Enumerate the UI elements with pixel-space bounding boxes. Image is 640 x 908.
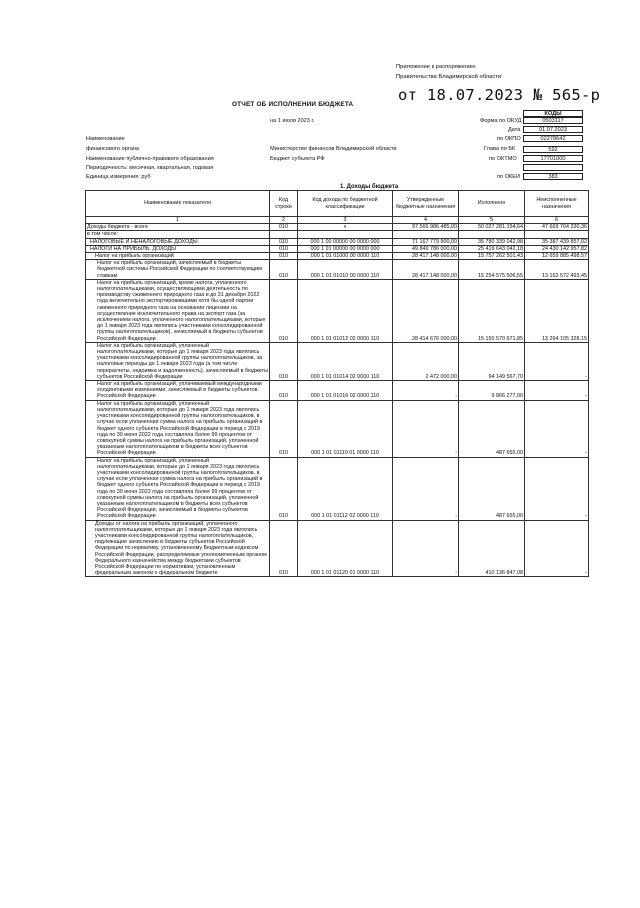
- table-row: [86, 279, 589, 342]
- row-done: 410 136 847,08: [459, 520, 525, 577]
- row-code: [270, 231, 298, 238]
- row-done: 15 254 575 506,55: [459, 260, 525, 280]
- row-done: [459, 231, 525, 238]
- col-number: 2: [270, 217, 298, 224]
- col-number: 5: [459, 217, 525, 224]
- row-name: Налог на прибыль организаций, уплаченный налогоплательщиками, которые до 1 января 2023 года являлись участниками консолидированной группы налогоплательщиков, в случае если уплаченная сумма налога на прибыль организаций в бюджет одного субъекта Российской Федерации в период с 2019 года по 30 июня 2022 года составляла более 99 процентов от совокупной суммы налога на прибыль организаций, уплаченной указанным налогоплательщиком в бюджеты всех субъектов Российской Федерации, зачисляемый в бюджеты субъектов Российской Федерации: [86, 457, 270, 520]
- row-undone: 35 387 439 857,02: [525, 238, 589, 245]
- row-kbk: 000 1 01 01110 01 0000 110: [298, 400, 393, 457]
- row-approved: -: [393, 520, 459, 577]
- row-undone: -: [525, 342, 589, 380]
- row-name: Доходы бюджета - всего: [86, 224, 270, 231]
- report-title: ОТЧЕТ ОБ ИСПОЛНЕНИИ БЮДЖЕТА: [232, 101, 354, 108]
- code-bk: 592: [523, 146, 583, 153]
- row-code: 010: [270, 400, 298, 457]
- col-header-code: Код строки: [270, 191, 298, 217]
- row-done: 25 419 643 042,18: [459, 245, 525, 252]
- section-title: 1. Доходы бюджета: [340, 184, 399, 190]
- col-header-done: Исполнено: [459, 191, 525, 217]
- col-number: 6: [525, 217, 589, 224]
- row-code: 010: [270, 245, 298, 252]
- code-okei: 383: [523, 173, 583, 180]
- label-okud: Форма по ОКУД: [480, 118, 522, 124]
- row-done: 487 655,00: [459, 400, 525, 457]
- row-code: 010: [270, 342, 298, 380]
- col-header-name: Наименование показателя: [86, 191, 270, 217]
- row-kbk: 000 1 00 00000 00 0000 000: [298, 238, 393, 245]
- row-approved: 28 417 148 000,00: [393, 260, 459, 280]
- table-row: [86, 457, 589, 520]
- row-approved: 97 566 986 485,00: [393, 224, 459, 231]
- row-undone: 13 264 105 328,15: [525, 279, 589, 342]
- row-name: Налог на прибыль организаций, зачисляемый в бюджеты бюджетной системы Российской Федерации по соответствующим ставкам: [86, 260, 270, 280]
- row-kbk: x: [298, 224, 393, 231]
- row-code: 010: [270, 253, 298, 260]
- row-kbk: 000 1 01 00000 00 0000 000: [298, 245, 393, 252]
- label-bk: Глава по БК: [484, 146, 516, 152]
- row-name: Налог на прибыль организаций, уплаченный налогоплательщиками, которые до 1 января 2023 года являлись участниками консолидированной группы налогоплательщиков, за налоговые периоды до 1 января 2023 года (а том числе перерасчеты, недоимка и задолженность), зачисляемый в бюджеты субъектов Российской Федерации: [86, 342, 270, 380]
- row-name: НАЛОГОВЫЕ И НЕНАЛОГОВЫЕ ДОХОДЫ: [86, 238, 270, 245]
- row-name: Доходы от налога на прибыль организаций, уплаченного налогоплательщиками, которые до 1 января 2023 года являлись участниками консолидированной группы налогоплательщиков, подлежащие зачислению в бюджеты субъектов Российской Федерации по нормативу, установленному Бюджетным кодексом Российской Федерации, распределяемые уполномоченным органом Федерального казначейства между бюджетами субъектов Российской Федерации по нормативам, установленным федеральным законом о федеральном бюджете: [86, 520, 270, 577]
- row-approved: [393, 231, 459, 238]
- table-row: [86, 238, 589, 245]
- label-oktmo: по ОКТМО: [489, 156, 517, 162]
- row-undone: -: [525, 400, 589, 457]
- row-done: 15 757 262 501,43: [459, 253, 525, 260]
- row-approved: -: [393, 457, 459, 520]
- table-row: [86, 400, 589, 457]
- row-name: Налог на прибыль организаций, уплаченный налогоплательщиками, которые до 1 января 2023 года являлись участниками консолидированной группы налогоплательщиков, в случае если уплаченная сумма налога на прибыль организаций в бюджет одного субъекта Российской Федерации в период с 2019 года по 30 июня 2022 года составляла более 99 процентов от совокупной суммы налога на прибыль организаций, уплаченной указанным налогоплательщиком в бюджеты всех субъектов Российской Федерации: [86, 400, 270, 457]
- annex-line-2: Правительства Владимирской области: [396, 74, 502, 80]
- meta-unit-label: Единица измерения: руб: [86, 174, 151, 180]
- col-header-undone: Неисполненные назначения: [525, 191, 589, 217]
- code-date: 01.07.2023: [523, 126, 583, 133]
- row-name: Налог на прибыль организаций, уплачиваемый международными холдинговыми компаниями, зачисляемый в бюджеты субъектов Российской Федерации: [86, 381, 270, 401]
- row-done: 35 780 339 042,98: [459, 238, 525, 245]
- row-code: 010: [270, 381, 298, 401]
- table-row: [86, 224, 589, 231]
- row-name: Налог на прибыль организаций, кроме налога, уплаченного налогоплательщиками, осуществляющими деятельность по производству сжиженного природного газа и до 31 декабря 2022 года включительно экспортировавшими хотя бы одной партии сжиженного природного газа на основании лицензии на осуществление исключительного права на экспорт газа (за исключением налога, уплаченного налогоплательщиками, которые до 1 января 2023 года являлись участниками консолидированной группы налогоплательщиков), зачисляемый в бюджеты субъектов Российской Федерации: [86, 279, 270, 342]
- meta-name-label: Наименование: [86, 136, 125, 142]
- table-row: [86, 260, 589, 280]
- row-name: Налог на прибыль организаций: [86, 253, 270, 260]
- row-undone: 12 659 885 498,57: [525, 253, 589, 260]
- row-done: 15 150 570 671,85: [459, 279, 525, 342]
- meta-pub-entity-value: Бюджет субъекта РФ: [270, 156, 325, 162]
- row-code: 010: [270, 457, 298, 520]
- row-undone: [525, 231, 589, 238]
- row-approved: -: [393, 381, 459, 401]
- col-number: 4: [393, 217, 459, 224]
- row-name: в том числе:: [86, 231, 270, 238]
- row-name: НАЛОГИ НА ПРИБЫЛЬ, ДОХОДЫ: [86, 245, 270, 252]
- row-kbk: 000 1 01 01112 02 0000 110: [298, 457, 393, 520]
- row-done: 94 149 567,70: [459, 342, 525, 380]
- row-done: 487 655,00: [459, 457, 525, 520]
- report-date: на 1 июля 2023 г.: [270, 118, 315, 124]
- row-kbk: [298, 231, 393, 238]
- row-undone: -: [525, 457, 589, 520]
- codes-header: КОДЫ: [523, 110, 583, 117]
- row-code: 010: [270, 279, 298, 342]
- col-number: 1: [86, 217, 270, 224]
- annex-line-1: Приложение к распоряжению: [396, 64, 476, 70]
- label-okpo: по ОКПО: [497, 136, 521, 142]
- row-kbk: 000 1 01 01000 00 0000 110: [298, 253, 393, 260]
- table-row: [86, 342, 589, 380]
- row-kbk: 000 1 01 01010 00 0000 110: [298, 260, 393, 280]
- label-date: Дата: [508, 127, 521, 133]
- row-undone: 24 430 142 957,82: [525, 245, 589, 252]
- row-code: 010: [270, 260, 298, 280]
- meta-fin-org-label: финансового органа: [86, 146, 140, 152]
- code-okpo: 02278642: [523, 135, 583, 142]
- table-row: [86, 520, 589, 577]
- row-kbk: 000 1 01 01014 02 0000 110: [298, 342, 393, 380]
- row-undone: -: [525, 381, 589, 401]
- row-approved: 2 472 000,00: [393, 342, 459, 380]
- table-row: [86, 253, 589, 260]
- row-code: 010: [270, 520, 298, 577]
- row-approved: 28 417 148 000,00: [393, 253, 459, 260]
- row-kbk: 000 1 01 01012 02 0000 110: [298, 279, 393, 342]
- revenue-table: [85, 190, 589, 577]
- code-oktmo: 17701000: [523, 155, 583, 162]
- row-kbk: 000 1 01 01016 02 0000 110: [298, 381, 393, 401]
- row-code: 010: [270, 224, 298, 231]
- row-kbk: 000 1 01 01120 01 0000 110: [298, 520, 393, 577]
- meta-fin-org-value: Министерство финансов Владимирской области: [270, 146, 397, 152]
- row-approved: 49 849 786 000,00: [393, 245, 459, 252]
- row-code: 010: [270, 238, 298, 245]
- table-row: [86, 381, 589, 401]
- meta-periodicity-label: Периодичность: месячная, квартальная, годовая: [86, 165, 214, 171]
- col-number: 3: [298, 217, 393, 224]
- col-header-kbk: Код дохода по бюджетной классификации: [298, 191, 393, 217]
- row-approved: 28 414 676 000,00: [393, 279, 459, 342]
- meta-pub-entity-label: Наименование публично-правового образования: [86, 156, 214, 162]
- row-undone: -: [525, 520, 589, 577]
- label-okei: по ОКЕИ: [497, 174, 521, 180]
- row-undone: 47 669 704 330,36: [525, 224, 589, 231]
- col-header-approved: Утвержденные бюджетные назначения: [393, 191, 459, 217]
- row-approved: -: [393, 400, 459, 457]
- row-approved: 71 167 779 900,00: [393, 238, 459, 245]
- table-row: [86, 245, 589, 252]
- code-okud: 0503117: [523, 117, 583, 124]
- code-empty: [523, 164, 583, 171]
- row-done: 9 866 277,00: [459, 381, 525, 401]
- decree-stamp: от 18.07.2023 № 565-р: [398, 86, 601, 104]
- table-row: [86, 231, 589, 238]
- row-done: 50 027 281 154,64: [459, 224, 525, 231]
- row-undone: 13 162 572 493,45: [525, 260, 589, 280]
